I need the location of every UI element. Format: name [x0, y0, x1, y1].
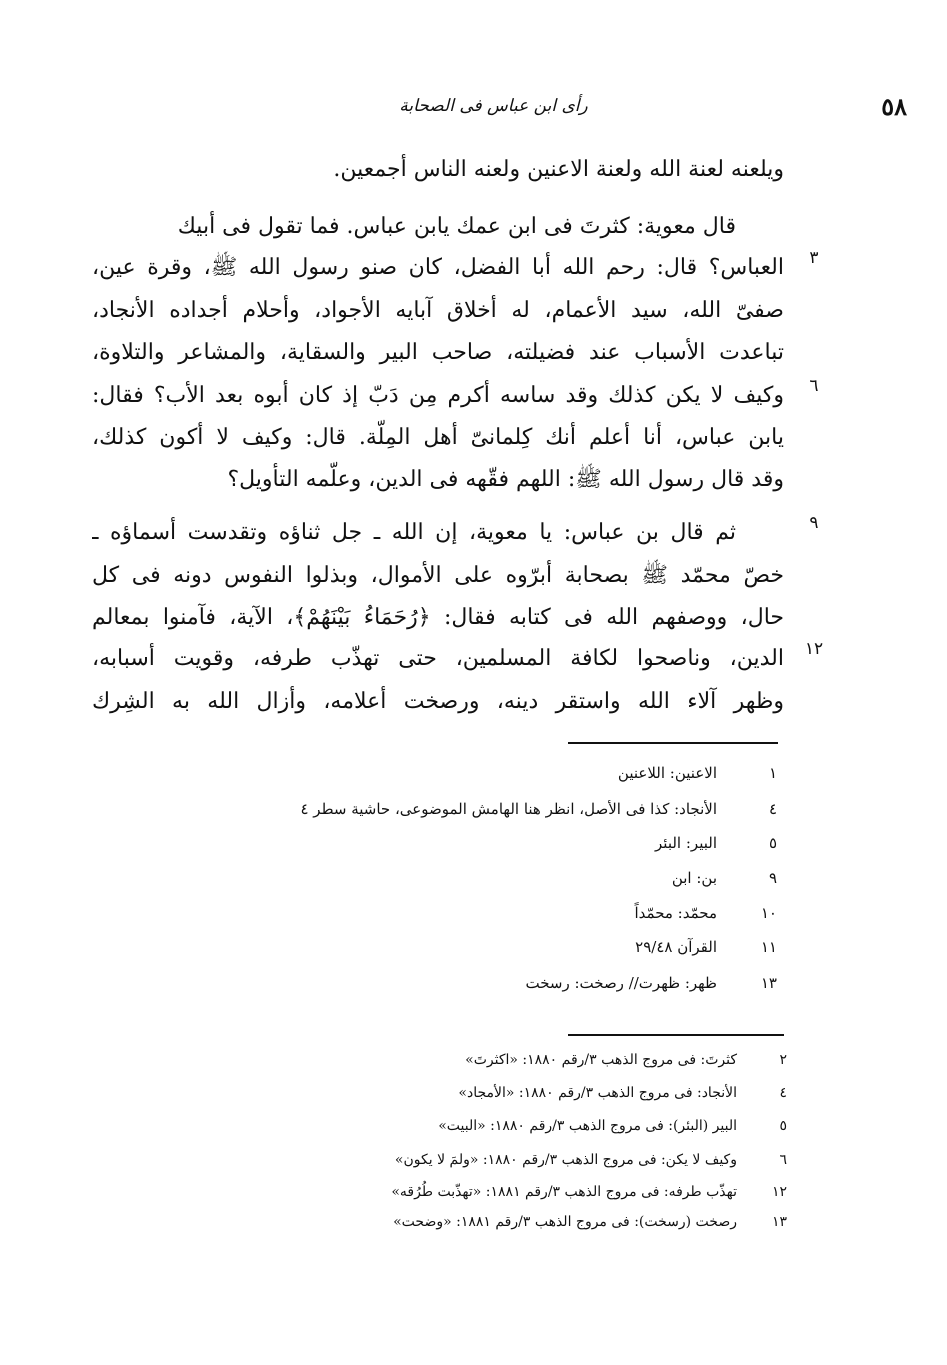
- text-line: خصّ محمّد ﷺ بصحابة أبرّوه على الأموال، وبذلوا النفوس دونه فى كل: [92, 563, 784, 588]
- text-line: ويلعنه لعنة الله ولعنة الاعنين ولعنه الناس أجمعين.: [333, 157, 784, 182]
- variant-item: [167, 1208, 787, 1236]
- variant-number: ٤: [779, 1085, 787, 1101]
- variant-text: البير (البئر): فى مروج الذهب ٣/رقم ١٨٨٠: «البيت»: [438, 1118, 737, 1134]
- variant-number: ١٣: [771, 1214, 787, 1230]
- variants-divider: [568, 1034, 784, 1036]
- note-text: بن: ابن: [671, 869, 717, 887]
- note-text: الاعنين: اللاعنين: [617, 764, 717, 782]
- note-number: ١: [768, 764, 777, 782]
- note-text: الأنجاد: كذا فى الأصل، انظر هنا الهامش الموضوعى، حاشية سطر ٤: [300, 800, 717, 818]
- note-number: ٥: [768, 834, 777, 852]
- note-item: [177, 968, 777, 998]
- text-line: الدين، وناصحوا لكافة المسلمين، حتى تهذّب طرفه، وقويت أسبابه،: [92, 646, 784, 671]
- page-number: ٥٨: [881, 92, 907, 121]
- notes-divider: [568, 742, 778, 744]
- variant-text: تهذّب طرفه: فى مروج الذهب ٣/رقم ١٨٨١: «تهذّبت طُرُقه»: [391, 1184, 737, 1200]
- text-line: العباس؟ قال: رحم الله أبا الفضل، كان صنو رسول الله ﷺ، وقرة عين،: [92, 255, 784, 280]
- line-number: ٣: [809, 248, 819, 268]
- note-text: القرآن ٢٩/٤٨: [635, 938, 717, 956]
- variant-item: [167, 1046, 787, 1074]
- note-text: البير: البئر: [655, 834, 717, 852]
- variant-item: [167, 1112, 787, 1140]
- note-text: ظهر: ظهرت// رصخت: رسخت: [525, 974, 717, 992]
- text-line: وقد قال رسول الله ﷺ: اللهم فقّهه فى الدين، وعلّمه التأويل؟: [227, 467, 784, 492]
- note-number: ١٠: [760, 904, 777, 922]
- variant-number: ١٢: [771, 1184, 787, 1200]
- text-line: صفىّ الله، سيد الأعمام، له أخلاق آبايه الأجواد، وأحلام أجداده الأنجاد،: [92, 298, 784, 323]
- page-header: [80, 92, 907, 128]
- variant-number: ٢: [779, 1052, 787, 1068]
- line-number: ٦: [809, 376, 819, 396]
- note-item: [177, 932, 777, 962]
- variant-item: [167, 1079, 787, 1107]
- variant-text: وكيف لا يكن: فى مروج الذهب ٣/رقم ١٨٨٠: «ولمَ لا يكون»: [394, 1152, 737, 1168]
- line-number: ٩: [809, 513, 819, 533]
- note-item: [177, 863, 777, 893]
- running-head: رأى ابن عباس فى الصحابة: [399, 96, 588, 116]
- variant-text: رصخت (رسخت): فى مروج الذهب ٣/رقم ١٨٨١: «وضحت»: [393, 1214, 737, 1230]
- text-line: تباعدت الأسباب عند فضيلته، صاحب البير والسقاية، والمشاعر والتلاوة،: [92, 340, 784, 365]
- text-line: وكيف لا يكن كذلك وقد ساسه أكرم مِن دَبّ إذ كان أبوه بعد الأب؟ فقال:: [92, 383, 784, 408]
- text-line: يابن عباس، أنا أعلم أنك كِلمانىّ أهل المِلّة. قال: وكيف لا أكون كذلك،: [92, 425, 784, 450]
- note-item: [177, 758, 777, 788]
- variant-text: كثرتَ: فى مروج الذهب ٣/رقم ١٨٨٠: «اكثرتَ»: [465, 1052, 737, 1068]
- text-line: ثم قال بن عباس: يا معوية، إن الله ـ جل ثناؤه وتقدست أسماؤه ـ: [92, 520, 736, 545]
- variant-number: ٥: [779, 1118, 787, 1134]
- note-text: محمّد: محمّداً: [634, 904, 717, 922]
- note-item: [177, 828, 777, 858]
- variant-text: الأنجاد: فى مروج الذهب ٣/رقم ١٨٨٠: «الأمجاد»: [458, 1085, 737, 1101]
- text-line: وظهر آلاء الله واستقر دينه، ورصخت أعلامه، وأزال الله به الشِرك: [92, 689, 784, 714]
- note-number: ٩: [768, 869, 777, 887]
- text-line: قال معوية: كثرتَ فى ابن عمك يابن عباس. فما تقول فى أبيك: [177, 214, 736, 239]
- variant-item: [167, 1146, 787, 1174]
- variant-item: [167, 1178, 787, 1206]
- note-item: [177, 898, 777, 928]
- variant-number: ٦: [779, 1152, 787, 1168]
- note-number: ١٣: [760, 974, 777, 992]
- note-number: ٤: [768, 800, 777, 818]
- text-line: حال، ووصفهم الله فى كتابه فقال: ﴿رُحَمَاءُ بَيْنَهُمْ﴾، الآية، فآمنوا بمعالم: [92, 605, 784, 630]
- line-number: ١٢: [804, 639, 824, 659]
- note-item: [177, 794, 777, 824]
- note-number: ١١: [760, 938, 777, 956]
